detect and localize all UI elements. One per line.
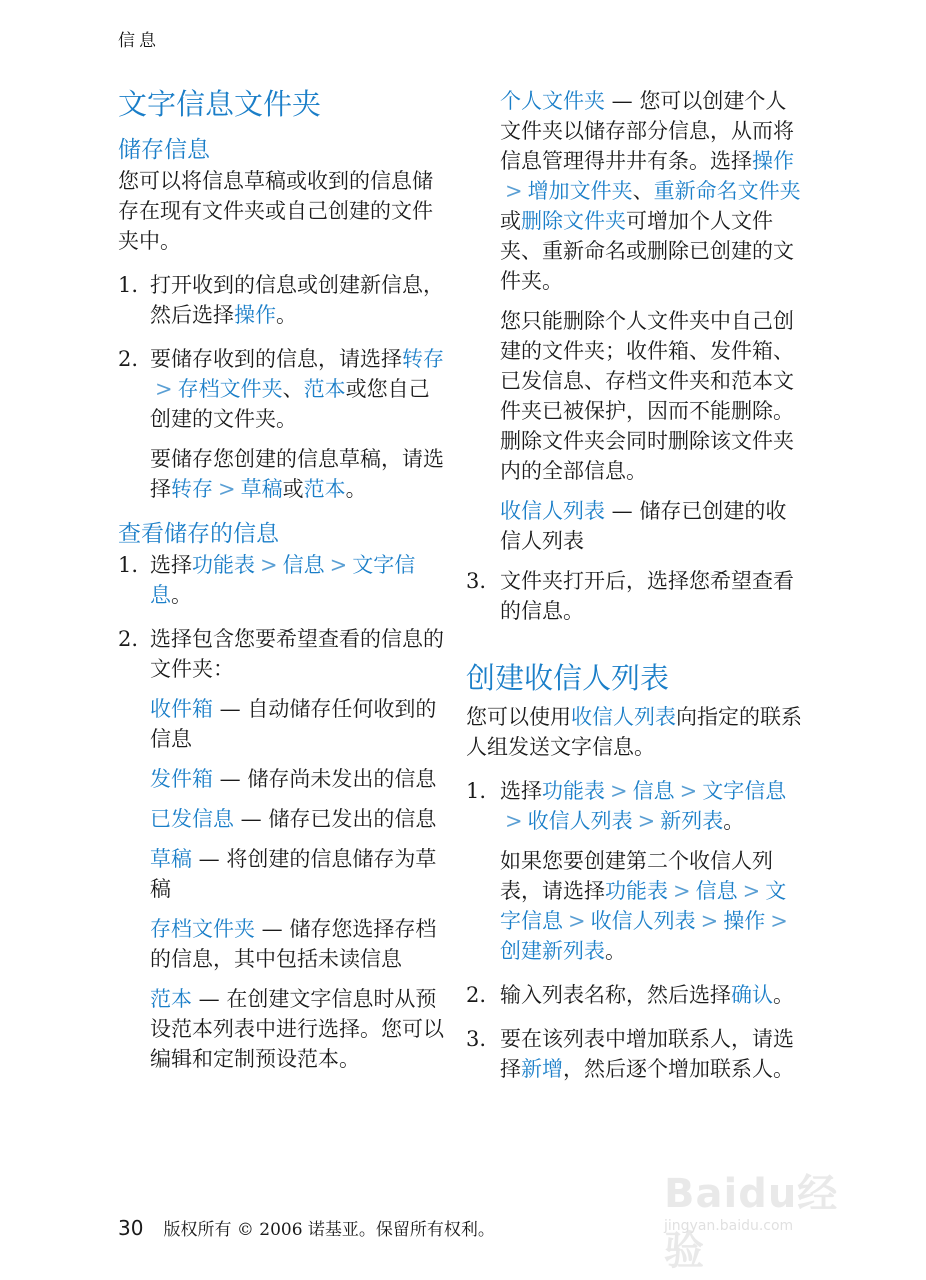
step-number: 2. (466, 983, 487, 1007)
link-create-new-list[interactable]: 创建新列表 (500, 939, 605, 963)
link-new-list[interactable]: 新列表 (660, 809, 724, 833)
link-delete-folder[interactable]: 删除文件夹 (521, 209, 626, 233)
path-separator: > (155, 377, 173, 401)
step-number: 2. (118, 627, 139, 651)
folder-item-archive: 存档文件夹 — 储存您选择存档的信息，其中包括未读信息 (150, 917, 437, 971)
view-step-1: 1. 选择功能表 > 信息 > 文字信息。 (118, 550, 450, 610)
link-add-new[interactable]: 新增 (521, 1057, 563, 1081)
link-operate[interactable]: 操作 (234, 303, 276, 327)
create-step-3: 3. 要在该列表中增加联系人，请选择新增，然后逐个增加联系人。 (466, 1024, 806, 1084)
link-menu[interactable]: 功能表 (192, 553, 255, 577)
folder-item-outbox: 发件箱 — 储存尚未发出的信息 (150, 767, 437, 791)
watermark-logo: Baidu经验 (664, 1171, 839, 1274)
link-archive-folder[interactable]: 存档文件夹 (150, 917, 255, 941)
link-recipient-lists[interactable]: 收信人列表 (500, 499, 605, 523)
link-text-messages[interactable]: 文字信息 (500, 879, 787, 933)
link-archive-folder[interactable]: 存档文件夹 (177, 377, 283, 401)
step-number: 3. (466, 569, 487, 593)
create-intro: 您可以使用收信人列表向指定的联系人组发送文字信息。 (466, 705, 802, 759)
link-text-messages[interactable]: 文字信息 (702, 779, 787, 803)
link-templates[interactable]: 范本 (150, 987, 192, 1011)
folder-item-recipient-lists: 收信人列表 — 储存已创建的收信人列表 (500, 499, 787, 553)
link-rename-folder[interactable]: 重新命名文件夹 (653, 179, 801, 203)
step-number: 2. (118, 347, 139, 371)
link-recipient-lists[interactable]: 收信人列表 (571, 705, 676, 729)
link-add-folder[interactable]: 增加文件夹 (527, 179, 633, 203)
create-step-1-note: 如果您要创建第二个收信人列表，请选择功能表 > 信息 > 文字信息 > 收信人列表 > 操作 >创建新列表。 (500, 849, 788, 963)
link-messages[interactable]: 信息 (282, 553, 325, 577)
store-step-1: 1. 打开收到的信息或创建新信息，然后选择操作。 (118, 270, 450, 330)
folder-item-inbox: 收件箱 — 自动储存任何收到的信息 (150, 697, 437, 751)
watermark-url: jingyan.baidu.com (664, 1218, 794, 1234)
link-templates[interactable]: 范本 (303, 377, 346, 401)
folder-item-personal: 个人文件夹 — 您可以创建个人文件夹以储存部分信息，从而将信息管理得井井有条。选择操作> 增加文件夹、重新命名文件夹或删除文件夹可增加个人文件夹、重新命名或删除已创建的文件夹。 (500, 89, 801, 293)
copyright-notice: 版权所有 © 2006 诺基亚。保留所有权利。 (163, 1220, 495, 1240)
link-templates[interactable]: 范本 (303, 477, 346, 501)
link-transfer[interactable]: 转存 (402, 347, 444, 371)
step-number: 1. (118, 553, 139, 577)
page-footer (118, 1215, 495, 1240)
link-operate[interactable]: 操作 (723, 909, 766, 933)
link-recipient-lists[interactable]: 收信人列表 (527, 809, 633, 833)
link-drafts[interactable]: 草稿 (150, 847, 192, 871)
store-step-2: 2. 要储存收到的信息，请选择转存> 存档文件夹、范本或您自己创建的文件夹。 (118, 344, 450, 434)
link-operate[interactable]: 操作 (752, 149, 794, 173)
link-outbox[interactable]: 发件箱 (150, 767, 213, 791)
folder-item-drafts: 草稿 — 将创建的信息储存为草稿 (150, 847, 437, 901)
baidu-watermark (664, 1152, 864, 1274)
view-heading: 查看储存的信息 (118, 521, 279, 547)
store-heading: 储存信息 (118, 137, 210, 163)
link-menu[interactable]: 功能表 (605, 879, 668, 903)
right-column (466, 86, 806, 1084)
link-sent[interactable]: 已发信息 (150, 807, 234, 831)
page-title: 文字信息文件夹 (118, 87, 322, 121)
folder-item-templates: 范本 — 在创建文字信息时从预设范本列表中进行选择。您可以编辑和定制预设范本。 (150, 987, 444, 1071)
left-column (118, 84, 450, 1074)
link-messages[interactable]: 信息 (632, 779, 675, 803)
step-number: 1. (466, 779, 487, 803)
page-number: 30 (118, 1216, 144, 1240)
link-messages[interactable]: 信息 (695, 879, 738, 903)
step-number: 1. (118, 273, 139, 297)
link-confirm[interactable]: 确认 (731, 983, 773, 1007)
link-personal-folders[interactable]: 个人文件夹 (500, 89, 605, 113)
store-intro: 您可以将信息草稿或收到的信息储存在现有文件夹或自己创建的文件夹中。 (118, 169, 433, 253)
link-menu[interactable]: 功能表 (542, 779, 605, 803)
link-transfer[interactable]: 转存 (171, 477, 213, 501)
create-heading: 创建收信人列表 (466, 661, 670, 695)
link-drafts[interactable]: 草稿 (240, 477, 283, 501)
step-number: 3. (466, 1027, 487, 1051)
link-inbox[interactable]: 收件箱 (150, 697, 213, 721)
view-step-2: 2. 选择包含您要希望查看的信息的文件夹： (118, 624, 450, 684)
section-label: 信息 (118, 31, 160, 51)
store-step-2-note: 要储存您创建的信息草稿，请选择转存 > 草稿或范本。 (150, 447, 444, 501)
create-step-2: 2. 输入列表名称，然后选择确认。 (466, 980, 806, 1010)
link-text-messages[interactable]: 文字信息 (150, 553, 416, 607)
create-step-1: 1. 选择功能表 > 信息 > 文字信息> 收信人列表 > 新列表。 (466, 776, 806, 836)
folder-item-sent: 已发信息 — 储存已发出的信息 (150, 807, 437, 831)
delete-note: 您只能删除个人文件夹中自己创建的文件夹；收件箱、发件箱、已发信息、存档文件夹和范本文件夹已被保护，因而不能删除。删除文件夹会同时删除该文件夹内的全部信息。 (500, 309, 794, 483)
view-step-3: 3. 文件夹打开后，选择您希望查看的信息。 (466, 566, 806, 626)
link-recipient-lists[interactable]: 收信人列表 (590, 909, 696, 933)
